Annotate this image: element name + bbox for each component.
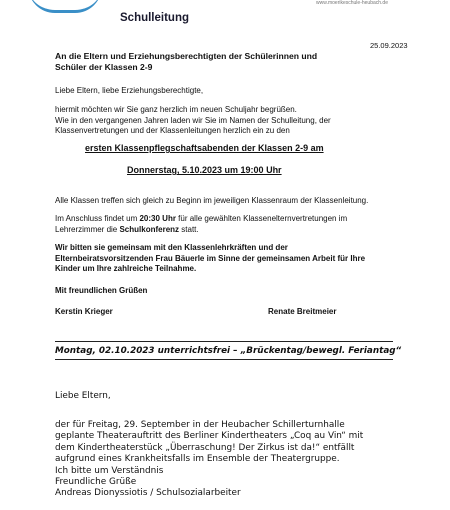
conference-time: 20:30 Uhr (139, 214, 176, 223)
request-line: Elternbeiratsvorsitzenden Frau Bäuerle im Sinne der gemeinsamen Arbeit für Ihre (55, 253, 366, 263)
page-title: Schulleitung (120, 12, 189, 24)
theater-paragraph (55, 420, 363, 500)
theater-line: geplante Theaterauftritt des Berliner Kindertheaters „Coq au Vin“ mit (55, 431, 364, 442)
theater-line: Freundliche Grüße (55, 477, 137, 488)
theater-line: Andreas Dionyssiotis / Schulsozialarbeiter (55, 488, 241, 499)
theater-line: der für Freitag, 29. September in der Heubacher Schillerturnhalle (55, 420, 345, 430)
addressee (55, 51, 415, 73)
letter-date: 25.09.2023 (370, 41, 408, 50)
conference-line (55, 214, 347, 225)
conference-name: Schulkonferenz (119, 224, 180, 234)
notice-holiday: Montag, 02.10.2023 unterrichtsfrei – „Brückentag/bewegl. Feriantag“ (55, 346, 402, 356)
addressee-line: Schüler der Klassen 2-9 (55, 62, 153, 72)
theater-line: aufgrund eines Krankheitsfalls im Ensemble der Theatergruppe. (55, 454, 340, 465)
request-line: Kinder um Ihre zahlreiche Teilnahme. (55, 264, 197, 273)
divider (55, 341, 393, 342)
intro-paragraph (55, 105, 331, 137)
addressee-line: An die Eltern und Erziehungsberechtigten der Schülerinnen und (55, 51, 318, 61)
event-date: Donnerstag, 5.10.2023 um 19:00 Uhr (127, 165, 282, 175)
conference-text: Im Anschluss findet um (55, 214, 140, 223)
info-line: Alle Klassen treffen sich gleich zu Beginn im jeweiligen Klassenraum der Klassenleitung. (55, 196, 369, 205)
divider (55, 359, 393, 360)
request-line: Wir bitten sie gemeinsam mit den Klassenlehrkräften und der (55, 243, 288, 252)
conference-text: Lehrerzimmer die (55, 224, 120, 234)
conference-text: statt. (179, 224, 199, 234)
theater-line: dem Kindertheaterstück „Überraschung! Der Zirkus ist da!“ entfällt (55, 442, 355, 453)
signature-krieger: Kerstin Krieger (55, 307, 113, 316)
conference-line (55, 225, 347, 236)
school-logo (28, 0, 102, 13)
signature-breitmeier: Renate Breitmeier (268, 307, 337, 316)
intro-line: Wie in den vergangenen Jahren laden wir Sie im Namen der Schulleitung, der (55, 115, 331, 125)
event-title: ersten Klassenpflegschaftsabenden der Klassen 2-9 am (85, 143, 324, 153)
theater-line: Ich bitte um Verständnis (55, 465, 164, 476)
intro-line: Klassenvertretungen und der Klassenleitungen herzlich ein zu den (55, 126, 290, 135)
conference-text: für alle gewählten Klassenelternvertretungen im (175, 214, 348, 223)
salutation: Liebe Eltern, liebe Erziehungsberechtigte, (55, 86, 204, 95)
intro-line: hiermit möchten wir Sie ganz herzlich im neuen Schuljahr begrüßen. (55, 105, 297, 114)
request-paragraph (55, 243, 365, 275)
closing: Mit freundlichen Grüßen (55, 286, 148, 295)
school-url: www.moerikeschule-heubach.de (316, 0, 388, 6)
conference-paragraph (55, 214, 347, 235)
second-greeting: Liebe Eltern, (55, 391, 111, 401)
